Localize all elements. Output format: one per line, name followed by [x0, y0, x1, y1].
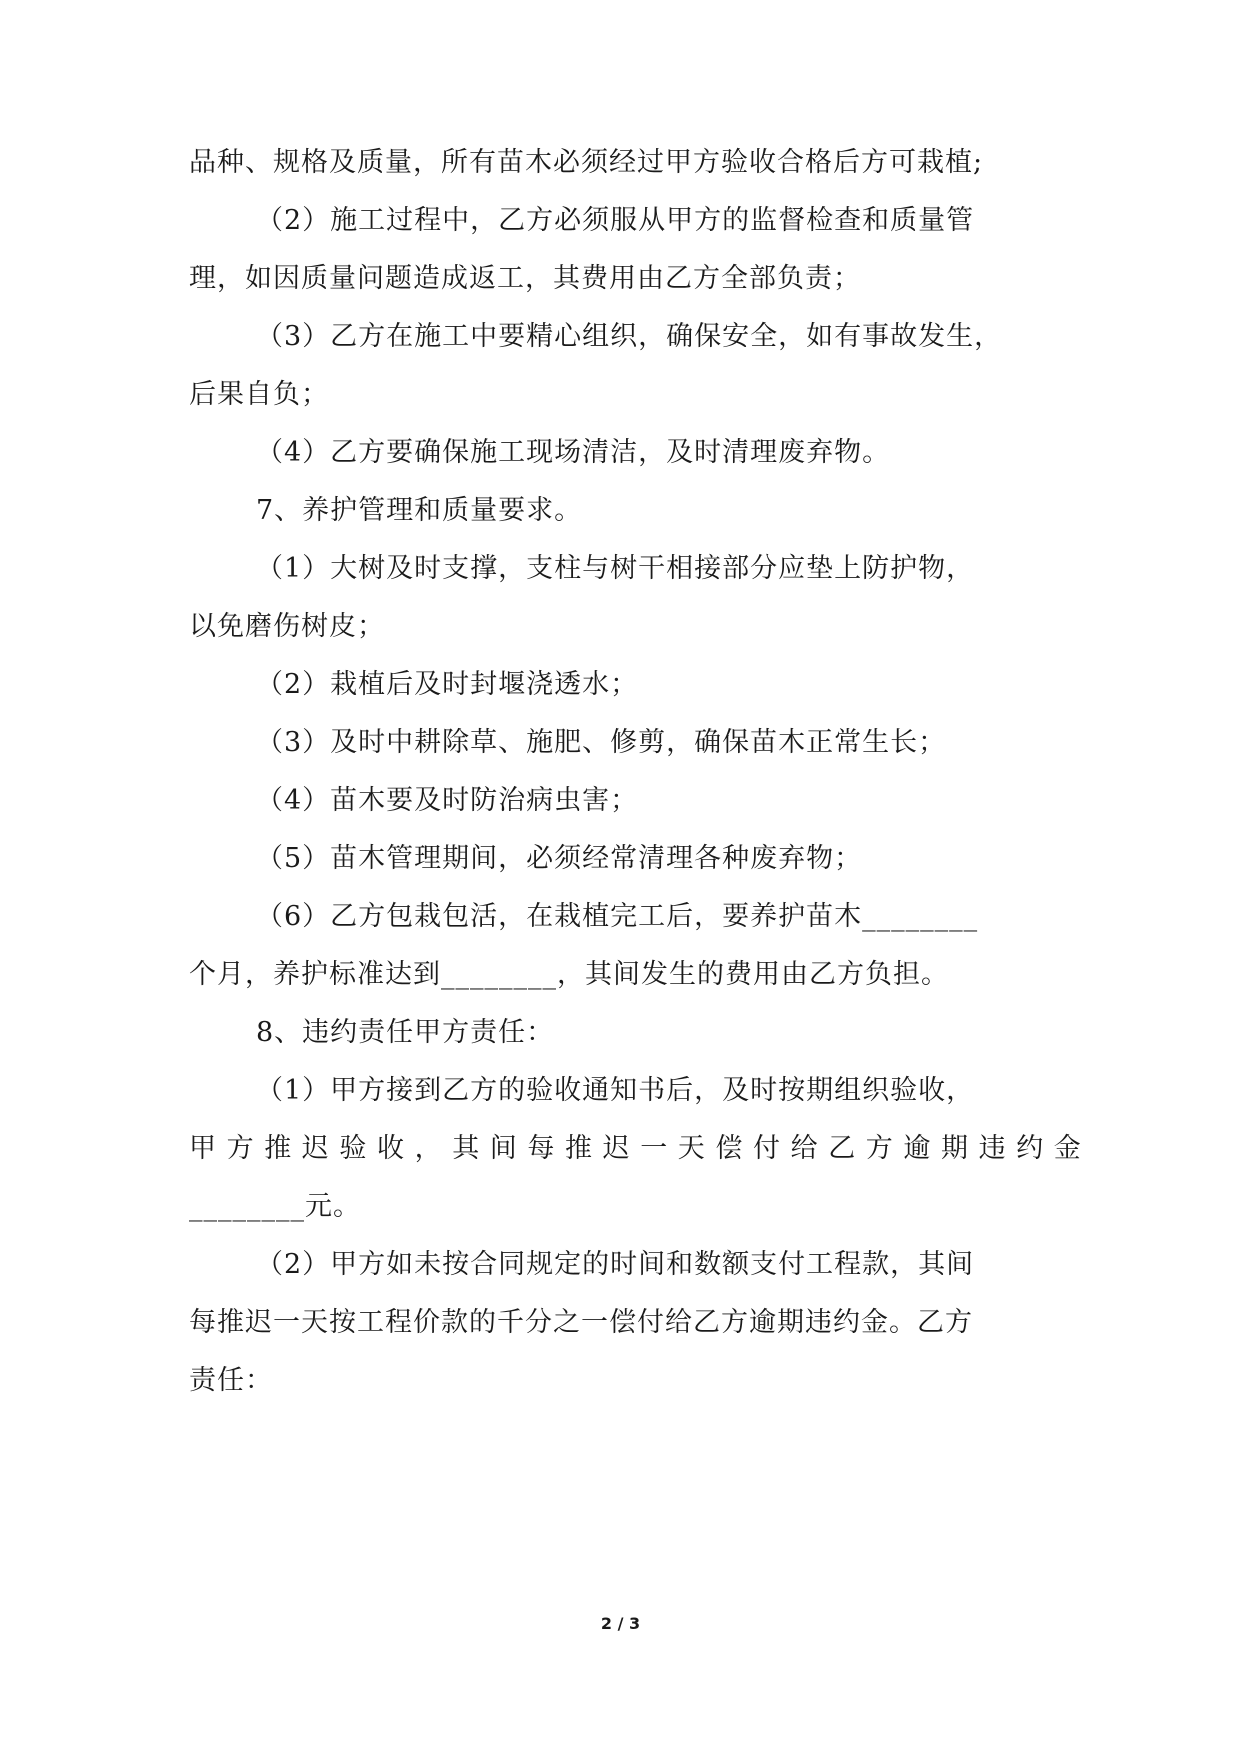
text-line: （4）乙方要确保施工现场清洁，及时清理废弃物。: [256, 437, 891, 468]
text-line: 后果自负；: [189, 379, 329, 410]
section-heading: 8、违约责任甲方责任：: [256, 1017, 555, 1048]
text-line: ________元。: [189, 1191, 361, 1222]
text-line: （2）施工过程中，乙方必须服从甲方的监督检查和质量管: [256, 205, 975, 236]
text-line: 以免磨伤树皮；: [189, 611, 385, 642]
text-line: 每推迟一天按工程价款的千分之一偿付给乙方逾期违约金。乙方: [189, 1307, 973, 1338]
text-line: （5）苗木管理期间，必须经常清理各种废弃物；: [256, 843, 863, 874]
section-heading: 7、养护管理和质量要求。: [256, 495, 583, 526]
text-line: 甲方推迟验收，其间每推迟一天偿付给乙方逾期违约金: [189, 1133, 1092, 1164]
text-line: （6）乙方包栽包活，在栽植完工后，要养护苗木________: [256, 901, 979, 932]
text-line: 责任：: [189, 1365, 273, 1396]
text-line: 理，如因质量问题造成返工，其费用由乙方全部负责；: [189, 263, 861, 294]
text-line: （4）苗木要及时防治病虫害；: [256, 785, 639, 816]
text-line: （1）大树及时支撑，支柱与树干相接部分应垫上防护物，: [256, 553, 975, 584]
text-line: 品种、规格及质量，所有苗木必须经过甲方验收合格后方可栽植;: [189, 147, 984, 178]
text-line: 个月，养护标准达到________，其间发生的费用由乙方负担。: [189, 959, 949, 990]
text-line: （2）甲方如未按合同规定的时间和数额支付工程款，其间: [256, 1249, 975, 1280]
page-number: 2 / 3: [600, 1614, 641, 1633]
text-line: （1）甲方接到乙方的验收通知书后，及时按期组织验收，: [256, 1075, 975, 1106]
text-line: （3）乙方在施工中要精心组织，确保安全，如有事故发生，: [256, 321, 1003, 352]
text-line: （2）栽植后及时封堰浇透水；: [256, 669, 639, 700]
text-line: （3）及时中耕除草、施肥、修剪，确保苗木正常生长；: [256, 727, 947, 758]
